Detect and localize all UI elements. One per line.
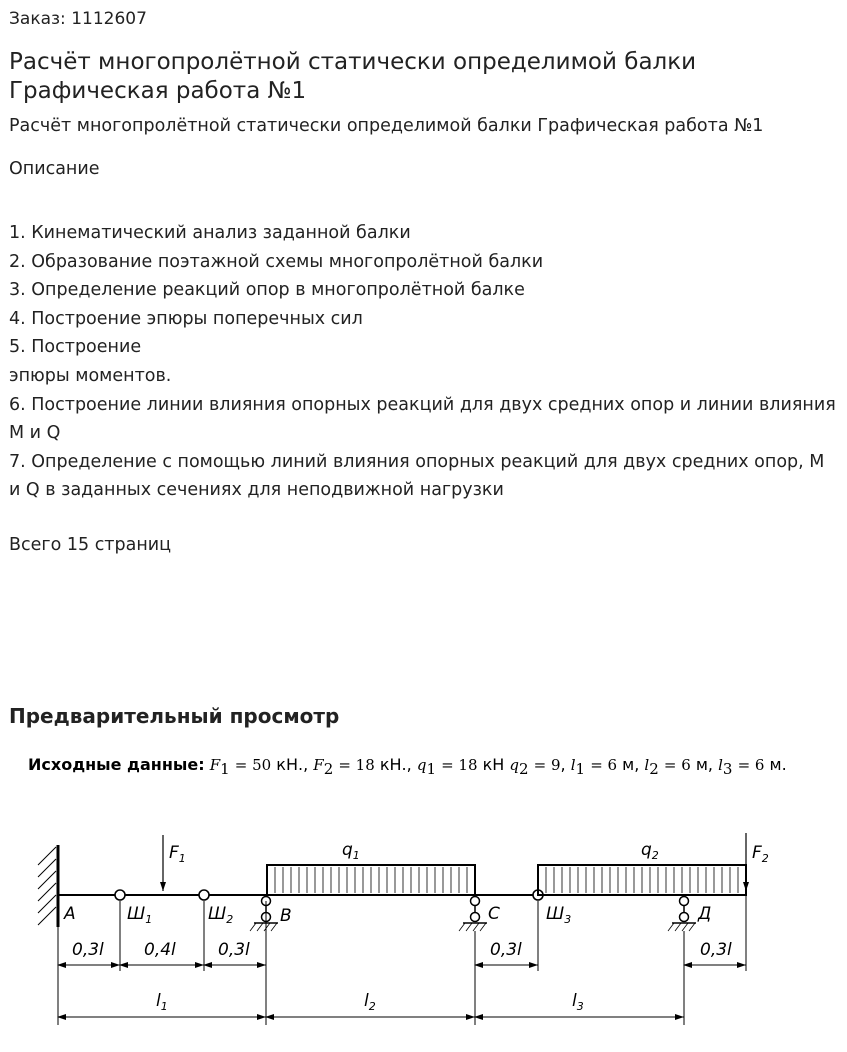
load-q1-label: $q_1$ bbox=[342, 840, 360, 862]
given-q1-symbol: q bbox=[416, 756, 427, 774]
given-q2-value: = 9 bbox=[533, 756, 561, 774]
given-q1-index: 1 bbox=[426, 760, 436, 779]
given-l2-index: 2 bbox=[649, 760, 659, 779]
hinge-1-circle bbox=[115, 890, 125, 900]
hinge-1-label: $Ш_1$ bbox=[127, 904, 153, 926]
preview-heading: Предварительный просмотр bbox=[9, 704, 340, 728]
force-F1-label: $F_1$ bbox=[169, 843, 186, 865]
given-l2-symbol: l bbox=[644, 756, 650, 774]
force-F2-label: $F_2$ bbox=[752, 843, 769, 865]
given-l3-unit: м. bbox=[769, 755, 787, 774]
list-item: 6. Построение линии влияния опорных реакций для двух средних опор и линии влияния М и Q bbox=[9, 394, 836, 444]
list-item: 5. Построение bbox=[9, 337, 142, 358]
hinge-2-label: $Ш_2$ bbox=[208, 904, 234, 926]
given-l3-value: = 6 bbox=[737, 756, 765, 774]
support-D bbox=[668, 897, 696, 932]
fixed-support-wall bbox=[38, 845, 58, 927]
given-q1-value: = 18 bbox=[441, 756, 478, 774]
given-F1-index: 1 bbox=[220, 760, 230, 779]
order-label: Заказ: bbox=[9, 9, 66, 29]
given-q1-unit: кН bbox=[482, 755, 505, 774]
point-D-label: Д bbox=[698, 904, 712, 924]
list-item: 2. Образование поэтажной схемы многопролётной балки bbox=[9, 251, 544, 272]
distributed-load-q2 bbox=[538, 865, 746, 895]
dimension-label-03l: 0,3l bbox=[490, 940, 522, 960]
hinge-3-label: $Ш_3$ bbox=[546, 904, 572, 926]
span-l2-label: $l_2$ bbox=[364, 991, 376, 1013]
given-l3-symbol: l bbox=[718, 756, 723, 774]
given-l1-index: 1 bbox=[575, 760, 586, 779]
given-F1-unit: кН., bbox=[276, 755, 309, 774]
list-item: эпюры моментов. bbox=[9, 365, 172, 386]
given-l3-index: 3 bbox=[722, 760, 733, 779]
beam-diagram bbox=[30, 825, 790, 1030]
dimension-label-03l: 0,3l bbox=[218, 940, 250, 960]
hinge-2-circle bbox=[199, 890, 209, 900]
list-item: 7. Определение с помощью линий влияния опорных реакций для двух средних опор, М и Q в заданных сечениях для неподвижной нагрузки bbox=[9, 451, 825, 501]
support-B bbox=[250, 897, 278, 932]
total-pages: Всего 15 страниц bbox=[9, 535, 172, 555]
order-line bbox=[9, 9, 147, 29]
dimension-label-04l: 0,4l bbox=[144, 940, 176, 960]
span-l3-label: $l_3$ bbox=[572, 991, 584, 1013]
given-l2-value: = 6 bbox=[663, 756, 691, 774]
list-item: 1. Кинематический анализ заданной балки bbox=[9, 223, 411, 243]
given-F2-index: 2 bbox=[323, 760, 334, 779]
point-B-label: B bbox=[280, 906, 292, 926]
given-l1-unit: м, bbox=[622, 755, 640, 774]
point-A-label: A bbox=[64, 904, 76, 924]
given-l2-unit: м, bbox=[695, 755, 714, 774]
given-data: Исходные данные: $F_1 = 50$ кН., $F_2 = 18$ кН., $q_1 = 18$ кН $q_2 = 9$, $l_1 = 6$ м, $l_2 = 6$ м, $l_3 = 6$ м. bbox=[28, 755, 787, 779]
given-label: Исходные данные bbox=[28, 755, 199, 774]
given-F1-value: = 50 bbox=[234, 756, 272, 774]
given-F1-symbol: F bbox=[209, 756, 221, 774]
point-C-label: C bbox=[488, 904, 500, 924]
span-l1-label: $l_1$ bbox=[156, 991, 168, 1013]
given-l1-symbol: l bbox=[570, 756, 576, 774]
support-C bbox=[459, 897, 487, 932]
given-F2-unit: кН., bbox=[379, 755, 412, 774]
task-list bbox=[9, 219, 839, 505]
given-l1-value: = 6 bbox=[590, 756, 618, 774]
dimension-label-03l: 0,3l bbox=[700, 940, 732, 960]
list-item: 4. Построение эпюры поперечных сил bbox=[9, 308, 363, 329]
distributed-load-q1 bbox=[267, 865, 475, 895]
list-item: 3. Определение реакций опор в многопролётной балке bbox=[9, 280, 525, 301]
given-F2-symbol: F bbox=[313, 756, 324, 774]
order-number: 1112607 bbox=[71, 9, 147, 29]
load-q2-label: $q_2$ bbox=[641, 840, 659, 862]
given-q2-symbol: q bbox=[509, 756, 520, 774]
dimension-label-03l: 0,3l bbox=[72, 940, 104, 960]
page-subtitle: Расчёт многопролётной статически определимой балки Графическая работа №1 bbox=[9, 116, 764, 136]
description-heading: Описание bbox=[9, 159, 100, 179]
given-F2-value: = 18 bbox=[338, 756, 375, 774]
given-q2-unit: , bbox=[560, 755, 566, 774]
given-q2-index: 2 bbox=[519, 760, 529, 779]
page-title: Расчёт многопролётной статически определимой балки Графическая работа №1 bbox=[9, 49, 697, 104]
